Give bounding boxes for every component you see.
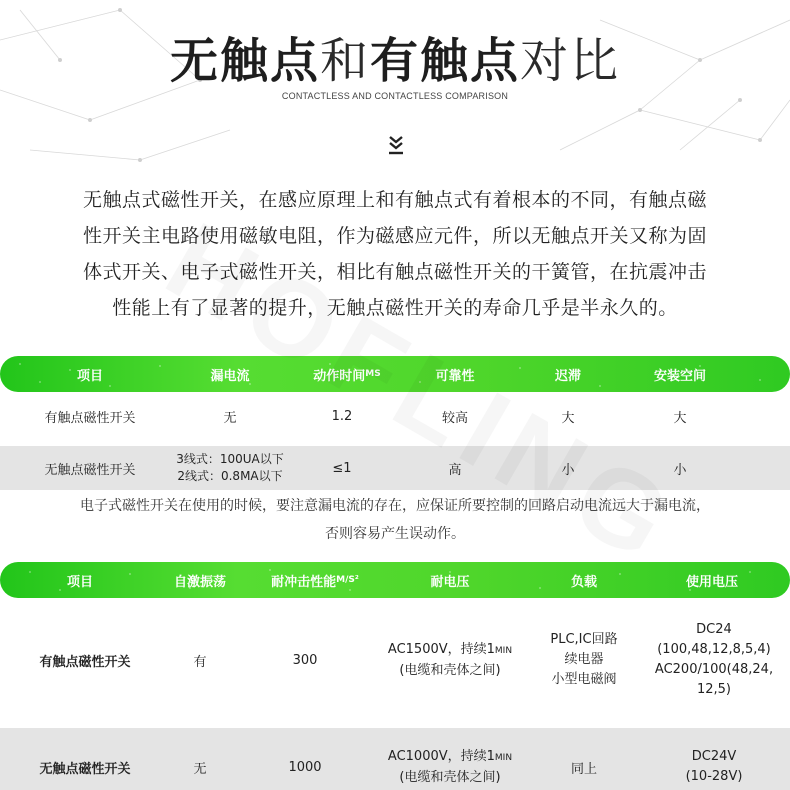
col-header-impact-label: 耐冲击性能	[271, 574, 337, 590]
withstand-voltage-value	[388, 640, 512, 661]
intro-paragraph	[70, 182, 720, 326]
table-row	[0, 392, 790, 440]
col-header-item: 项目	[66, 574, 93, 590]
col-header-impact-unit: M/S²	[336, 575, 359, 585]
title-part-contactless: 无触点	[169, 33, 320, 89]
cell-hysteresis: 小	[561, 462, 575, 478]
col-header-load: 负载	[570, 574, 597, 590]
col-header-action-time	[292, 356, 402, 392]
withstand-voltage-unit: MIN	[494, 752, 513, 763]
col-header-action-time-unit: MS	[365, 369, 381, 379]
withstand-voltage-unit: MIN	[494, 645, 513, 656]
title-part-contact: 有触点	[370, 33, 521, 89]
table-row	[0, 598, 790, 722]
withstand-voltage-note: (电缆和壳体之间)	[399, 769, 501, 785]
cell-item: 有触点磁性开关	[39, 654, 131, 670]
table-row	[0, 446, 790, 490]
use-voltage-line: (10-28V)	[685, 769, 743, 784]
use-voltage-line: DC24V	[691, 749, 737, 764]
leak-current-note	[0, 492, 790, 548]
cell-hysteresis: 大	[561, 410, 575, 426]
cell-withstand-voltage	[375, 728, 525, 790]
col-header-install-space: 安装空间	[653, 368, 706, 384]
intro-line: 性能上有了显著的提升，无触点磁性开关的寿命几乎是半永久的。	[112, 297, 678, 319]
leak-current-3wire: 3线式：100UA以下	[176, 452, 284, 466]
title-part-compare: 对比	[520, 33, 621, 89]
cell-load	[524, 598, 644, 722]
leak-current-2wire: 2线式：0.8MA以下	[177, 469, 283, 483]
note-line: 电子式磁性开关在使用的时候，要注意漏电流的存在，应保证所要控制的回路启动电流远大于漏电流，	[80, 498, 710, 514]
col-header-leak-current: 漏电流	[210, 368, 250, 384]
col-header-hysteresis: 迟滞	[554, 368, 581, 384]
cell-load: 同上	[570, 761, 597, 777]
load-line: PLC,IC回路	[550, 632, 618, 647]
withstand-voltage-main: AC1000V，持续1	[387, 748, 495, 764]
col-header-action-time-label: 动作时间	[313, 368, 366, 384]
load-line: 续电器	[564, 652, 604, 667]
cell-item: 有触点磁性开关	[44, 410, 136, 426]
withstand-voltage-value	[388, 747, 512, 768]
withstand-voltage-main: AC1500V，持续1	[387, 641, 495, 657]
cell-leak-current	[160, 446, 300, 490]
cell-use-voltage	[646, 598, 782, 722]
cell-item: 无触点磁性开关	[39, 761, 131, 777]
col-header-self-oscillation: 自激振荡	[173, 574, 226, 590]
page-subtitle: CONTACTLESS AND CONTACTLESS COMPARISON	[281, 91, 509, 101]
cell-impact-resistance: 1000	[288, 759, 322, 775]
cell-reliability: 较高	[441, 410, 468, 426]
table-header-row	[0, 356, 790, 392]
table-row	[0, 728, 790, 790]
page-header	[0, 0, 790, 170]
load-line: 小型电磁阀	[551, 672, 617, 687]
use-voltage-line: AC200/100(48,24,	[654, 662, 774, 677]
cell-install-space: 小	[673, 462, 687, 478]
withstand-voltage-note: (电缆和壳体之间)	[399, 662, 501, 678]
col-header-impact-resistance	[255, 562, 375, 598]
cell-install-space: 大	[673, 410, 687, 426]
cell-withstand-voltage	[375, 598, 525, 722]
cell-action-time: 1.2	[331, 408, 353, 424]
cell-item: 无触点磁性开关	[44, 462, 136, 478]
cell-self-oscillation: 无	[193, 761, 207, 777]
col-header-use-voltage: 使用电压	[685, 574, 738, 590]
intro-line: 无触点式磁性开关，在感应原理上和有触点式有着根本的不同，有触点磁	[82, 189, 707, 211]
use-voltage-line: 12,5)	[696, 682, 732, 697]
col-header-reliability: 可靠性	[435, 368, 475, 384]
title-part-and: 和	[319, 33, 370, 89]
note-line: 否则容易产生误动作。	[325, 526, 465, 542]
cell-use-voltage	[646, 728, 782, 790]
cell-self-oscillation: 有	[193, 654, 207, 670]
comparison-table-2	[0, 562, 790, 790]
cell-impact-resistance: 300	[292, 652, 318, 668]
use-voltage-line: DC24	[696, 622, 732, 637]
cell-reliability: 高	[448, 462, 462, 478]
comparison-table-1	[0, 356, 790, 490]
table-header-row	[0, 562, 790, 598]
page-title	[0, 22, 790, 91]
cell-action-time: ≤1	[332, 460, 352, 476]
double-chevron-down-icon	[386, 133, 406, 157]
intro-line: 体式开关、电子式磁性开关，相比有触点磁性开关的干簧管，在抗震冲击	[82, 261, 707, 283]
intro-line: 性开关主电路使用磁敏电阻，作为磁感应元件，所以无触点开关又称为固	[82, 225, 707, 247]
col-header-item: 项目	[76, 368, 103, 384]
col-header-withstand-voltage: 耐电压	[430, 574, 470, 590]
cell-leak-current: 无	[223, 410, 237, 426]
use-voltage-line: (100,48,12,8,5,4)	[657, 642, 771, 657]
